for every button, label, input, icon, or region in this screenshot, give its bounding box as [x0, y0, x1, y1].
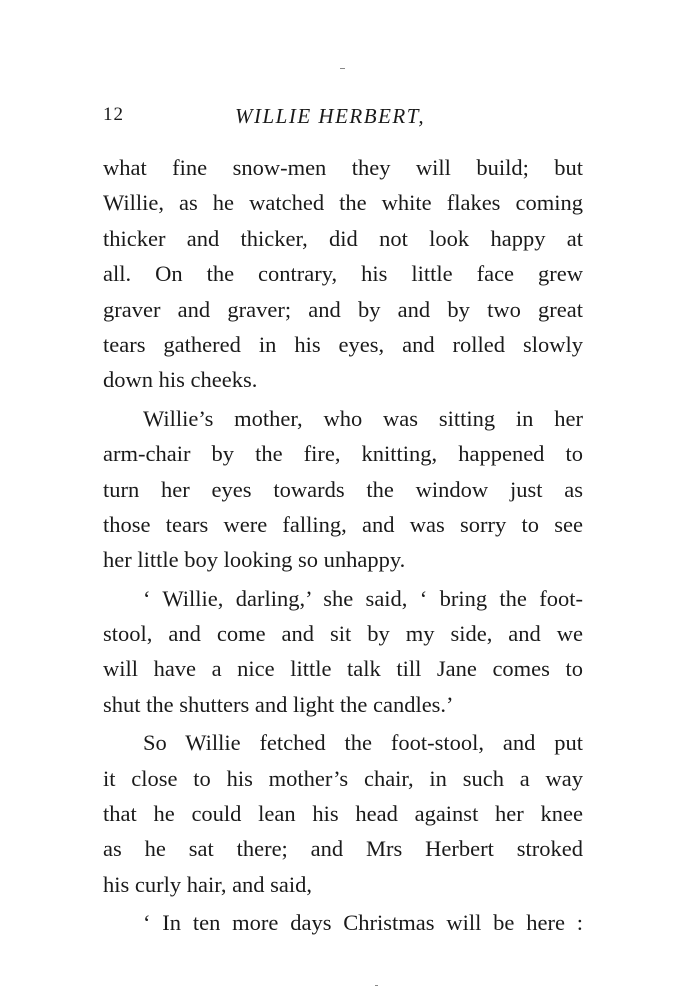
- text-line: all. On the contrary, his little face grew: [103, 261, 583, 287]
- top-print-mark: [340, 68, 345, 69]
- body-text: [103, 150, 583, 941]
- text-line: those tears were falling, and was sorry to see: [103, 511, 583, 537]
- text-line: that he could lean his head against her knee: [103, 801, 583, 827]
- paragraph: [103, 401, 583, 578]
- page-number: 12: [103, 104, 124, 125]
- text-line: Willie, as he watched the white flakes coming: [103, 190, 583, 216]
- text-line: ‘ Willie, darling,’ she said, ‘ bring the foot-: [143, 585, 583, 611]
- text-line: will have a nice little talk till Jane comes to: [103, 656, 583, 682]
- text-line: as he sat there; and Mrs Herbert stroked: [103, 836, 583, 862]
- text-line: graver and graver; and by and by two great: [103, 296, 583, 322]
- text-line: it close to his mother’s chair, in such a way: [103, 765, 583, 791]
- paragraph: [103, 725, 583, 902]
- text-line: stool, and come and sit by my side, and we: [103, 621, 583, 647]
- text-line: turn her eyes towards the window just as: [103, 476, 583, 502]
- text-line: down his cheeks.: [103, 367, 258, 393]
- bottom-print-mark: [375, 985, 378, 986]
- text-line: arm-chair by the fire, knitting, happened to: [103, 441, 583, 467]
- text-line: his curly hair, and said,: [103, 871, 313, 897]
- text-line: shut the shutters and light the candles.’: [103, 691, 454, 717]
- text-line: So Willie fetched the foot-stool, and put: [143, 730, 583, 756]
- text-line: Willie’s mother, who was sitting in her: [143, 405, 583, 431]
- text-line: thicker and thicker, did not look happy at: [103, 225, 583, 251]
- text-line: her little boy looking so unhappy.: [103, 547, 406, 573]
- paragraph: [103, 581, 583, 723]
- text-line: what fine snow-men they will build; but: [103, 155, 583, 180]
- paragraph: [103, 905, 583, 940]
- paragraph: [103, 150, 583, 398]
- text-line: ‘ In ten more days Christmas will be here :: [143, 910, 583, 936]
- running-title: WILLIE HERBERT,: [235, 104, 426, 128]
- page-header: [103, 104, 583, 134]
- text-line: tears gathered in his eyes, and rolled slowly: [103, 331, 583, 357]
